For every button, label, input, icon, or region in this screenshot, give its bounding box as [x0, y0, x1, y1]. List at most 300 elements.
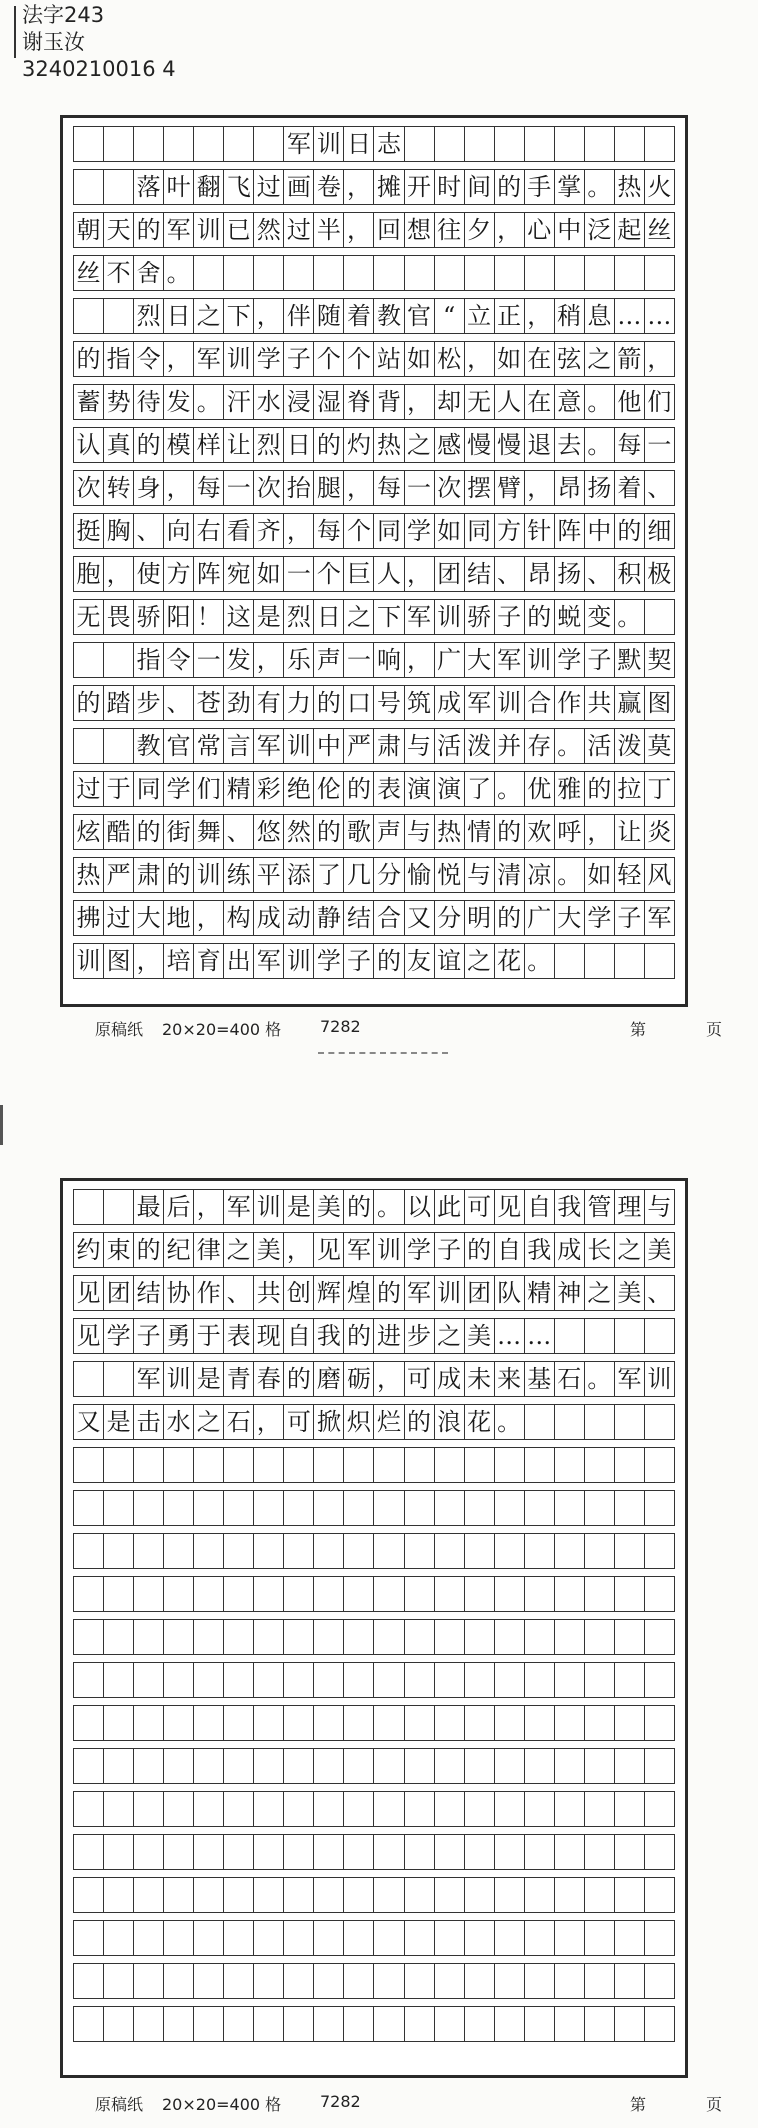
- grid-cell: [314, 1706, 344, 1740]
- grid-cell: 水: [254, 385, 284, 419]
- grid-cell: 训: [435, 1276, 465, 1310]
- grid-cell: 去: [555, 428, 585, 462]
- grid-cell: 彩: [254, 772, 284, 806]
- grid-cell: 箭: [615, 342, 645, 376]
- grid-cell: [104, 2007, 134, 2041]
- grid-cell: 号: [374, 686, 404, 720]
- grid-cell: 的: [525, 600, 555, 634]
- grid-cell: 以: [405, 1190, 435, 1224]
- grid-cell: 动: [284, 901, 314, 935]
- grid-cell: 军: [284, 127, 314, 161]
- grid-cell: 莫: [647, 732, 672, 760]
- grid-cell: 模: [164, 428, 194, 462]
- grid-row: [73, 943, 675, 979]
- grid-cell: …: [615, 299, 645, 333]
- grid-cell: 摊: [374, 170, 404, 204]
- grid-cell: 一: [224, 471, 254, 505]
- grid-cell: 之: [405, 428, 435, 462]
- grid-cell: [495, 1792, 525, 1826]
- grid-cell: [615, 1620, 645, 1654]
- grid-cell: [405, 1534, 435, 1568]
- grid-cell: [164, 1878, 194, 1912]
- grid-cell: [254, 1964, 284, 1998]
- grid-cell: [104, 1835, 134, 1869]
- grid-cell: …: [647, 302, 672, 330]
- grid-row: [73, 1490, 675, 1526]
- grid-cell: [555, 2007, 585, 2041]
- grid-cell: 浪: [435, 1405, 465, 1439]
- grid-cell: 的: [284, 1362, 314, 1396]
- grid-cell: 欢: [525, 815, 555, 849]
- grid-cell: [645, 2007, 674, 2041]
- grid-cell: 构: [224, 901, 254, 935]
- grid-cell: ，: [525, 299, 555, 333]
- grid-cell: 雅: [555, 772, 585, 806]
- grid-cell: 看: [224, 514, 254, 548]
- grid-cell: 友: [405, 944, 435, 978]
- grid-row: [73, 556, 675, 592]
- grid-cell: 团: [435, 557, 465, 591]
- grid-cell: 着: [615, 471, 645, 505]
- grid-cell: [465, 1792, 495, 1826]
- grid-cell: 学: [164, 772, 194, 806]
- grid-cell: 训: [284, 729, 314, 763]
- grid-cell: [74, 1792, 104, 1826]
- grid-cell: [374, 1964, 404, 1998]
- grid-cell: 育: [194, 944, 224, 978]
- grid-cell: [405, 1921, 435, 1955]
- grid-cell: [525, 1749, 555, 1783]
- grid-cell: 又: [405, 901, 435, 935]
- grid-cell: 针: [525, 514, 555, 548]
- grid-cell: 美: [254, 1233, 284, 1267]
- grid-cell: [525, 1491, 555, 1525]
- grid-cell: 创: [284, 1276, 314, 1310]
- grid-cell: 之: [344, 600, 374, 634]
- grid-cell: [104, 1878, 134, 1912]
- grid-cell: 伦: [314, 772, 344, 806]
- grid-cell: [134, 1878, 164, 1912]
- grid-cell: [645, 1964, 674, 1998]
- grid-cell: ，: [164, 342, 194, 376]
- grid-cell: [74, 643, 104, 677]
- grid-cell: [74, 1749, 104, 1783]
- grid-cell: 炫: [74, 815, 104, 849]
- grid-cell: [405, 1577, 435, 1611]
- grid-cell: 回: [374, 213, 404, 247]
- grid-cell: [314, 1577, 344, 1611]
- student-id: 3240210016 4: [22, 57, 176, 81]
- grid-row: [73, 470, 675, 506]
- grid-cell: [555, 1921, 585, 1955]
- grid-cell: 叶: [164, 170, 194, 204]
- grid-cell: ，: [525, 471, 555, 505]
- grid-cell: [495, 1835, 525, 1869]
- grid-cell: [555, 1405, 585, 1439]
- grid-cell: 街: [164, 815, 194, 849]
- grid-cell: [435, 1964, 465, 1998]
- grid-cell: 了: [314, 858, 344, 892]
- grid-cell: 昂: [555, 471, 585, 505]
- grid-cell: [374, 1448, 404, 1482]
- grid-cell: 热: [374, 428, 404, 462]
- grid-cell: 骄: [465, 600, 495, 634]
- grid-cell: 肃: [374, 729, 404, 763]
- grid-cell: [495, 1706, 525, 1740]
- grid-cell: 挺: [74, 514, 104, 548]
- grid-cell: 成: [435, 1362, 465, 1396]
- grid-cell: ，: [465, 342, 495, 376]
- grid-cell: 见: [314, 1233, 344, 1267]
- grid-cell: 青: [224, 1362, 254, 1396]
- grid-cell: [194, 1878, 224, 1912]
- grid-cell: [194, 1663, 224, 1697]
- grid-cell: 无: [74, 600, 104, 634]
- grid-cell: 心: [525, 213, 555, 247]
- grid-cell: 的: [134, 1233, 164, 1267]
- grid-cell: [645, 256, 674, 290]
- grid-cell: [164, 1448, 194, 1482]
- grid-cell: ，: [284, 1233, 314, 1267]
- grid-cell: [405, 1491, 435, 1525]
- grid-cell: [314, 1448, 344, 1482]
- grid-cell: [585, 1319, 615, 1353]
- grid-cell: [465, 1921, 495, 1955]
- grid-cell: [525, 1835, 555, 1869]
- grid-cell: 如: [435, 514, 465, 548]
- grid-cell: 稍: [555, 299, 585, 333]
- grid-cell: 大: [555, 901, 585, 935]
- grid-cell: 积: [615, 557, 645, 591]
- grid-cell: [104, 1491, 134, 1525]
- grid-cell: 训: [74, 944, 104, 978]
- grid-cell: 训: [374, 1233, 404, 1267]
- grid-row: [73, 1662, 675, 1698]
- grid-row: [73, 599, 675, 635]
- grid-cell: 表: [224, 1319, 254, 1353]
- grid-cell: ，: [284, 514, 314, 548]
- grid-cell: [224, 1534, 254, 1568]
- grid-cell: 已: [224, 213, 254, 247]
- grid-cell: 抬: [284, 471, 314, 505]
- grid-cell: 蜕: [555, 600, 585, 634]
- grid-cell: [194, 1749, 224, 1783]
- grid-cell: [495, 1577, 525, 1611]
- student-name: 谢玉汝: [22, 30, 85, 54]
- grid-cell: [495, 2007, 525, 2041]
- grid-cell: 美: [615, 1276, 645, 1310]
- grid-cell: 谊: [435, 944, 465, 978]
- grid-cell: 火: [647, 173, 672, 201]
- grid-cell: 变: [585, 600, 615, 634]
- grid-cell: [555, 1620, 585, 1654]
- grid-cell: [645, 1620, 674, 1654]
- grid-cell: 扬: [555, 557, 585, 591]
- student-info: [22, 2, 176, 83]
- grid-cell: [224, 1491, 254, 1525]
- grid-cell: 夕: [465, 213, 495, 247]
- grid-cell: [465, 1620, 495, 1654]
- grid-cell: 日: [314, 600, 344, 634]
- grid-cell: [435, 1706, 465, 1740]
- grid-cell: [284, 1835, 314, 1869]
- grid-cell: 自: [495, 1233, 525, 1267]
- grid-cell: [555, 1534, 585, 1568]
- grid-cell: 军: [194, 342, 224, 376]
- grid-cell: [585, 1792, 615, 1826]
- grid-cell: [104, 1190, 134, 1224]
- grid-cell: ，: [585, 815, 615, 849]
- grid-cell: 学: [254, 342, 284, 376]
- grid-cell: 阵: [194, 557, 224, 591]
- grid-cell: 摆: [465, 471, 495, 505]
- grid-cell: [164, 1706, 194, 1740]
- grid-cell: [585, 1835, 615, 1869]
- grid-row: [73, 728, 675, 764]
- grid-cell: [134, 1448, 164, 1482]
- grid-cell: 烈: [284, 600, 314, 634]
- grid-cell: 平: [254, 858, 284, 892]
- grid-cell: [194, 1577, 224, 1611]
- grid-cell: 脊: [344, 385, 374, 419]
- grid-cell: [254, 1534, 284, 1568]
- grid-cell: [254, 1835, 284, 1869]
- grid-cell: 乐: [284, 643, 314, 677]
- grid-cell: 们: [647, 388, 672, 416]
- grid-cell: 呼: [555, 815, 585, 849]
- grid-cell: 细: [647, 517, 672, 545]
- grid-cell: [74, 2007, 104, 2041]
- grid-cell: 官: [405, 299, 435, 333]
- grid-cell: 出: [224, 944, 254, 978]
- grid-row: [73, 427, 675, 463]
- grid-cell: [134, 1749, 164, 1783]
- grid-cell: [104, 1964, 134, 1998]
- grid-cell: [525, 256, 555, 290]
- grid-cell: [435, 1620, 465, 1654]
- grid-cell: [585, 1405, 615, 1439]
- grid-cell: [254, 1491, 284, 1525]
- grid-cell: 静: [314, 901, 344, 935]
- grid-cell: ，: [647, 345, 672, 373]
- grid-cell: 翻: [194, 170, 224, 204]
- grid-cell: 后: [164, 1190, 194, 1224]
- grid-cell: [525, 127, 555, 161]
- grid-cell: [374, 256, 404, 290]
- grid-cell: 美: [465, 1319, 495, 1353]
- grid-cell: [405, 1706, 435, 1740]
- grid-cell: 扬: [585, 471, 615, 505]
- grid-cell: 常: [194, 729, 224, 763]
- grid-cell: 神: [555, 1276, 585, 1310]
- grid-cell: [435, 1921, 465, 1955]
- grid-cell: 并: [495, 729, 525, 763]
- grid-cell: 在: [525, 342, 555, 376]
- grid-row: [73, 1361, 675, 1397]
- grid-cell: [525, 1534, 555, 1568]
- grid-cell: 热: [615, 170, 645, 204]
- grid-cell: 于: [104, 772, 134, 806]
- grid-cell: [465, 127, 495, 161]
- grid-cell: [104, 1921, 134, 1955]
- grid-cell: [254, 1663, 284, 1697]
- grid-cell: 培: [164, 944, 194, 978]
- grid-cell: [74, 1620, 104, 1654]
- grid-cell: [555, 1835, 585, 1869]
- paper-code: 7282: [320, 2092, 361, 2111]
- grid-row: [73, 1447, 675, 1483]
- grid-cell: 方: [164, 557, 194, 591]
- grid-row: [73, 1576, 675, 1612]
- grid-cell: [344, 1663, 374, 1697]
- grid-cell: 烂: [374, 1405, 404, 1439]
- grid-cell: 学: [405, 514, 435, 548]
- grid-cell: ，: [194, 1190, 224, 1224]
- grid-cell: 煌: [344, 1276, 374, 1310]
- grid-row: [73, 814, 675, 850]
- grid-cell: [284, 1749, 314, 1783]
- grid-row: [73, 341, 675, 377]
- grid-cell: 开: [405, 170, 435, 204]
- grid-cell: [495, 1448, 525, 1482]
- grid-cell: 响: [374, 643, 404, 677]
- grid-cell: 现: [254, 1319, 284, 1353]
- grid-cell: [254, 256, 284, 290]
- grid-cell: 契: [647, 646, 672, 674]
- grid-cell: ，: [344, 213, 374, 247]
- grid-cell: 勇: [164, 1319, 194, 1353]
- grid-row: [73, 1619, 675, 1655]
- grid-cell: 一: [344, 643, 374, 677]
- grid-cell: 、: [134, 514, 164, 548]
- grid-cell: [224, 256, 254, 290]
- grid-cell: 此: [435, 1190, 465, 1224]
- grid-cell: 练: [224, 858, 254, 892]
- grid-row: [73, 1748, 675, 1784]
- grid-cell: [344, 1964, 374, 1998]
- grid-cell: 是: [284, 1190, 314, 1224]
- grid-row: [73, 384, 675, 420]
- grid-cell: 的: [495, 170, 525, 204]
- grid-cell: [555, 1319, 585, 1353]
- grid-cell: 之: [224, 1233, 254, 1267]
- grid-cell: [615, 127, 645, 161]
- grid-cell: 教: [374, 299, 404, 333]
- grid-cell: [284, 1878, 314, 1912]
- grid-cell: 个: [344, 342, 374, 376]
- grid-cell: 、: [647, 474, 672, 502]
- grid-cell: 见: [495, 1190, 525, 1224]
- grid-cell: 自: [284, 1319, 314, 1353]
- grid-cell: 息: [585, 299, 615, 333]
- grid-cell: [134, 1663, 164, 1697]
- grid-cell: [645, 1534, 674, 1568]
- grid-cell: 的: [495, 901, 525, 935]
- grid-cell: [74, 1921, 104, 1955]
- grid-cell: 训: [284, 944, 314, 978]
- grid-cell: 劲: [224, 686, 254, 720]
- grid-cell: [254, 2007, 284, 2041]
- grid-cell: 过: [74, 772, 104, 806]
- grid-row: [73, 1533, 675, 1569]
- grid-cell: 蓄: [74, 385, 104, 419]
- grid-cell: 与: [647, 1193, 672, 1221]
- grid-cell: [615, 1706, 645, 1740]
- grid-cell: [585, 1964, 615, 1998]
- grid-cell: [585, 1706, 615, 1740]
- grid-cell: 然: [254, 213, 284, 247]
- grid-cell: 学: [104, 1319, 134, 1353]
- grid-cell: [314, 1491, 344, 1525]
- grid-cell: 宛: [224, 557, 254, 591]
- grid-cell: 见: [74, 1319, 104, 1353]
- grid-cell: 的: [74, 342, 104, 376]
- grid-cell: 演: [405, 772, 435, 806]
- grid-cell: 泛: [585, 213, 615, 247]
- grid-cell: 风: [647, 861, 672, 889]
- grid-cell: 管: [585, 1190, 615, 1224]
- grid-cell: 骄: [134, 600, 164, 634]
- grid-cell: [495, 1534, 525, 1568]
- grid-cell: 慢: [465, 428, 495, 462]
- grid-cell: 浸: [284, 385, 314, 419]
- grid-cell: [585, 944, 615, 978]
- grid-cell: [254, 1878, 284, 1912]
- grid-cell: 子: [344, 944, 374, 978]
- page-suffix: 页: [706, 1020, 723, 1039]
- grid-cell: 筑: [405, 686, 435, 720]
- grid-cell: 严: [104, 858, 134, 892]
- grid-cell: [344, 2007, 374, 2041]
- grid-row: [73, 1705, 675, 1741]
- grid-cell: [405, 256, 435, 290]
- grid-cell: …: [495, 1319, 525, 1353]
- grid-cell: 自: [525, 1190, 555, 1224]
- grid-cell: [194, 1921, 224, 1955]
- grid-cell: [405, 127, 435, 161]
- grid-cell: [194, 1620, 224, 1654]
- grid-row: [73, 1834, 675, 1870]
- grid-cell: 。: [585, 428, 615, 462]
- grid-cell: 中: [314, 729, 344, 763]
- grid-cell: [615, 1878, 645, 1912]
- grid-cell: [585, 1921, 615, 1955]
- grid-cell: 的: [314, 686, 344, 720]
- grid-cell: [224, 1620, 254, 1654]
- grid-cell: 伴: [284, 299, 314, 333]
- grid-cell: 春: [254, 1362, 284, 1396]
- grid-cell: [194, 1491, 224, 1525]
- grid-cell: 轻: [615, 858, 645, 892]
- grid-cell: [344, 1577, 374, 1611]
- grid-cell: 。: [585, 1362, 615, 1396]
- grid-cell: 次: [74, 471, 104, 505]
- grid-cell: 训: [224, 342, 254, 376]
- grid-cell: [314, 1835, 344, 1869]
- grid-cell: [134, 1577, 164, 1611]
- grid-cell: [615, 1749, 645, 1783]
- grid-cell: 、: [647, 1279, 672, 1307]
- grid-cell: 掌: [555, 170, 585, 204]
- grid-cell: [344, 1491, 374, 1525]
- grid-cell: 与: [465, 858, 495, 892]
- grid-cell: [555, 944, 585, 978]
- grid-cell: 束: [104, 1233, 134, 1267]
- grid-cell: 表: [374, 772, 404, 806]
- grid-cell: 同: [374, 514, 404, 548]
- grid-cell: 烈: [134, 299, 164, 333]
- grid-cell: 使: [134, 557, 164, 591]
